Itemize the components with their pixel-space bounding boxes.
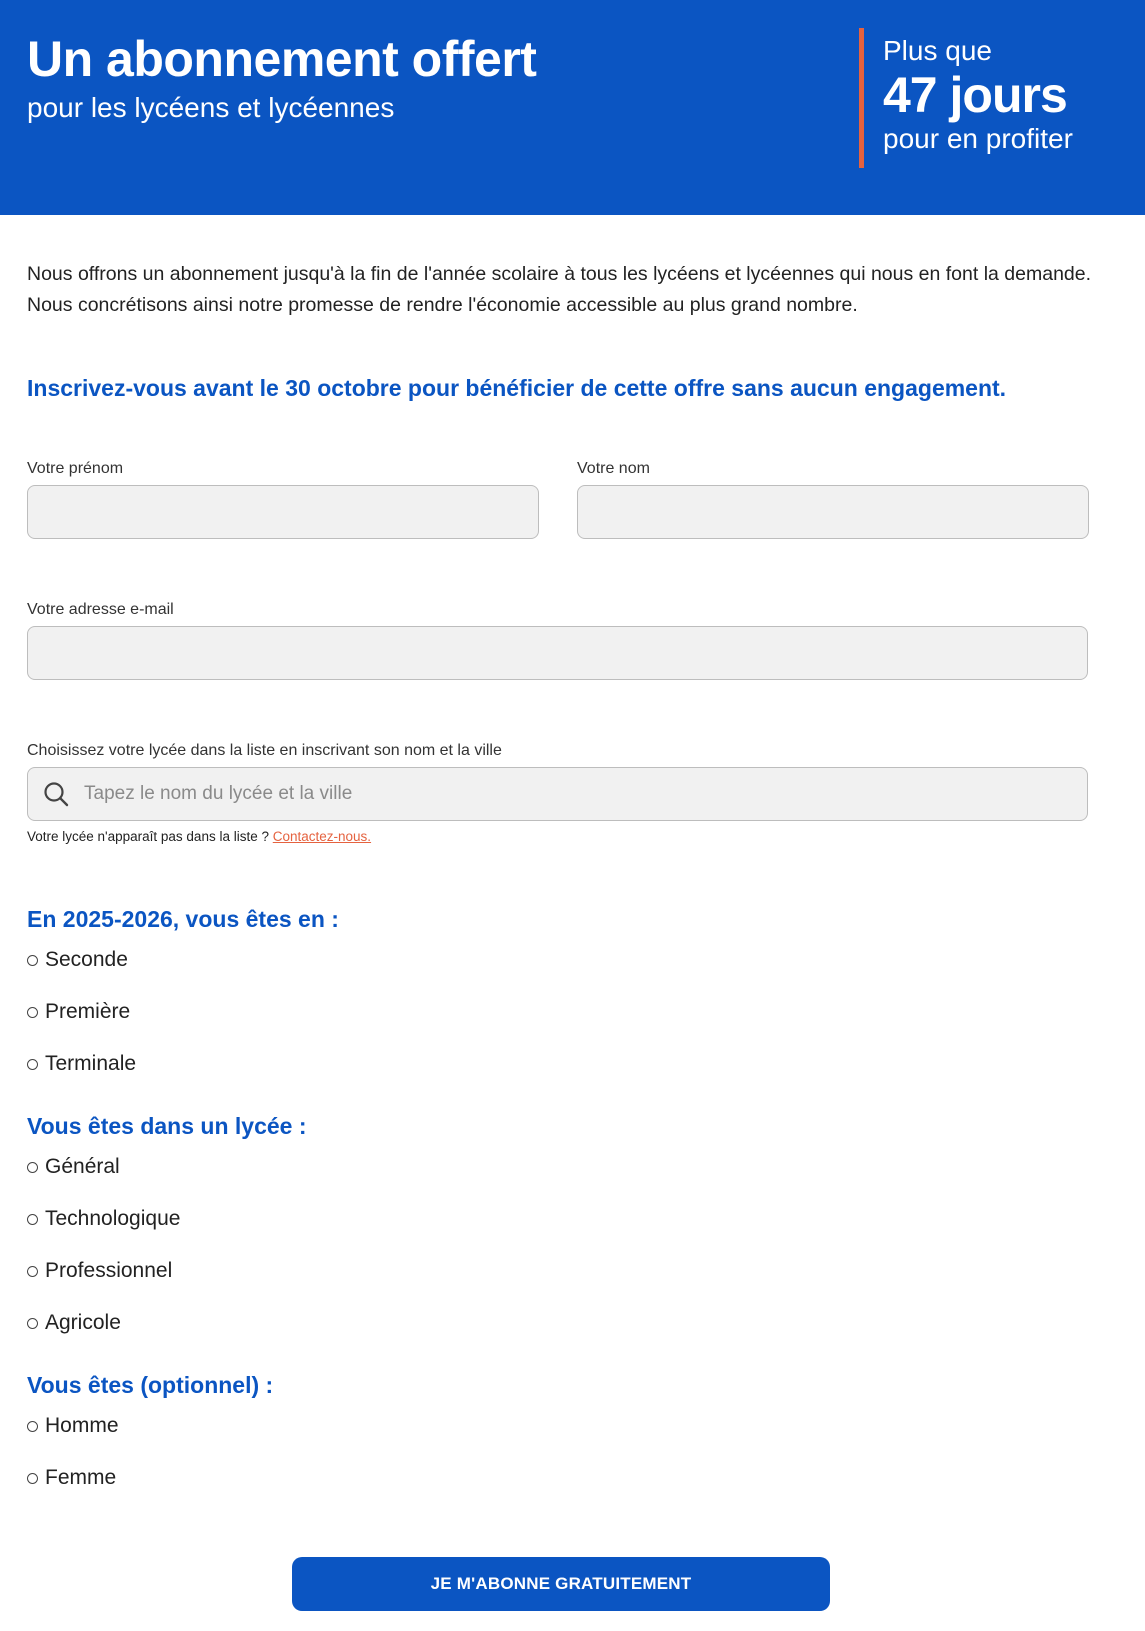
search-icon [43,781,69,807]
countdown-days: 47 jours [883,67,1067,123]
last-name-field [577,460,1089,539]
school-search-input[interactable] [27,767,1088,821]
gender-radio-group [27,1413,1118,1491]
email-label: Votre adresse e-mail [27,601,174,618]
year-group-title: En 2025-2026, vous êtes en : [27,906,339,932]
name-row [27,460,1118,539]
radio-label: Agricole [45,1311,121,1334]
radio-femme[interactable] [27,1465,1118,1491]
school-label: Choisissez votre lycée dans la liste en inscrivant son nom et la ville [27,742,502,759]
first-name-label: Votre prénom [27,460,124,477]
submit-wrap [27,1557,1118,1611]
radio-circle-icon[interactable] [27,1421,38,1432]
radio-circle-icon[interactable] [27,1007,38,1018]
email-field [27,601,1088,680]
school-help-text: Votre lycée n'apparaît pas dans la liste ? [27,829,269,844]
signup-heading: Inscrivez-vous avant le 30 octobre pour bénéficier de cette offre sans aucun engagement. [27,375,1007,401]
page-title: Un abonnement offert [27,31,537,87]
radio-circle-icon[interactable] [27,1059,38,1070]
page-subtitle: pour les lycéens et lycéennes [27,92,395,123]
radio-circle-icon[interactable] [27,1318,38,1329]
radio-premiere[interactable] [27,999,1118,1025]
radio-label: Femme [45,1466,117,1489]
school-search [27,767,1088,821]
signup-form [27,460,1118,1611]
radio-homme[interactable] [27,1413,1118,1439]
header-banner [0,0,1145,215]
email-input[interactable] [27,626,1088,680]
radio-circle-icon[interactable] [27,1266,38,1277]
intro-text: Nous offrons un abonnement jusqu'à la fin de l'année scolaire à tous les lycéens et lycéennes qui nous en font la demande. Nous concrétisons ainsi notre promesse de rendre l'économie accessible au plus grand nombre. [27,263,1092,316]
school-type-radio-group [27,1154,1118,1336]
radio-circle-icon[interactable] [27,1162,38,1173]
radio-label: Première [45,1000,131,1023]
radio-circle-icon[interactable] [27,1214,38,1225]
first-name-field [27,460,539,539]
radio-general[interactable] [27,1154,1118,1180]
school-help [27,829,1088,844]
school-type-group-title: Vous êtes dans un lycée : [27,1113,307,1139]
school-field [27,742,1088,844]
radio-seconde[interactable] [27,947,1118,973]
main-content [0,259,1145,1611]
last-name-input[interactable] [577,485,1089,539]
radio-circle-icon[interactable] [27,1473,38,1484]
radio-label: Général [45,1155,120,1178]
radio-technologique[interactable] [27,1206,1118,1232]
radio-label: Seconde [45,948,128,971]
countdown-suffix: pour en profiter [883,123,1073,154]
radio-professionnel[interactable] [27,1258,1118,1284]
countdown-box [859,28,1073,168]
radio-agricole[interactable] [27,1310,1118,1336]
first-name-input[interactable] [27,485,539,539]
radio-label: Professionnel [45,1259,173,1282]
radio-label: Homme [45,1414,119,1437]
radio-label: Technologique [45,1207,181,1230]
gender-group-title: Vous êtes (optionnel) : [27,1372,274,1398]
contact-link[interactable]: Contactez-nous. [272,829,372,844]
radio-terminale[interactable] [27,1051,1118,1077]
countdown-prefix: Plus que [883,35,992,66]
radio-label: Terminale [45,1052,137,1075]
radio-circle-icon[interactable] [27,955,38,966]
year-radio-group [27,947,1118,1077]
last-name-label: Votre nom [577,460,650,477]
subscribe-button[interactable]: JE M'ABONNE GRATUITEMENT [292,1557,830,1611]
